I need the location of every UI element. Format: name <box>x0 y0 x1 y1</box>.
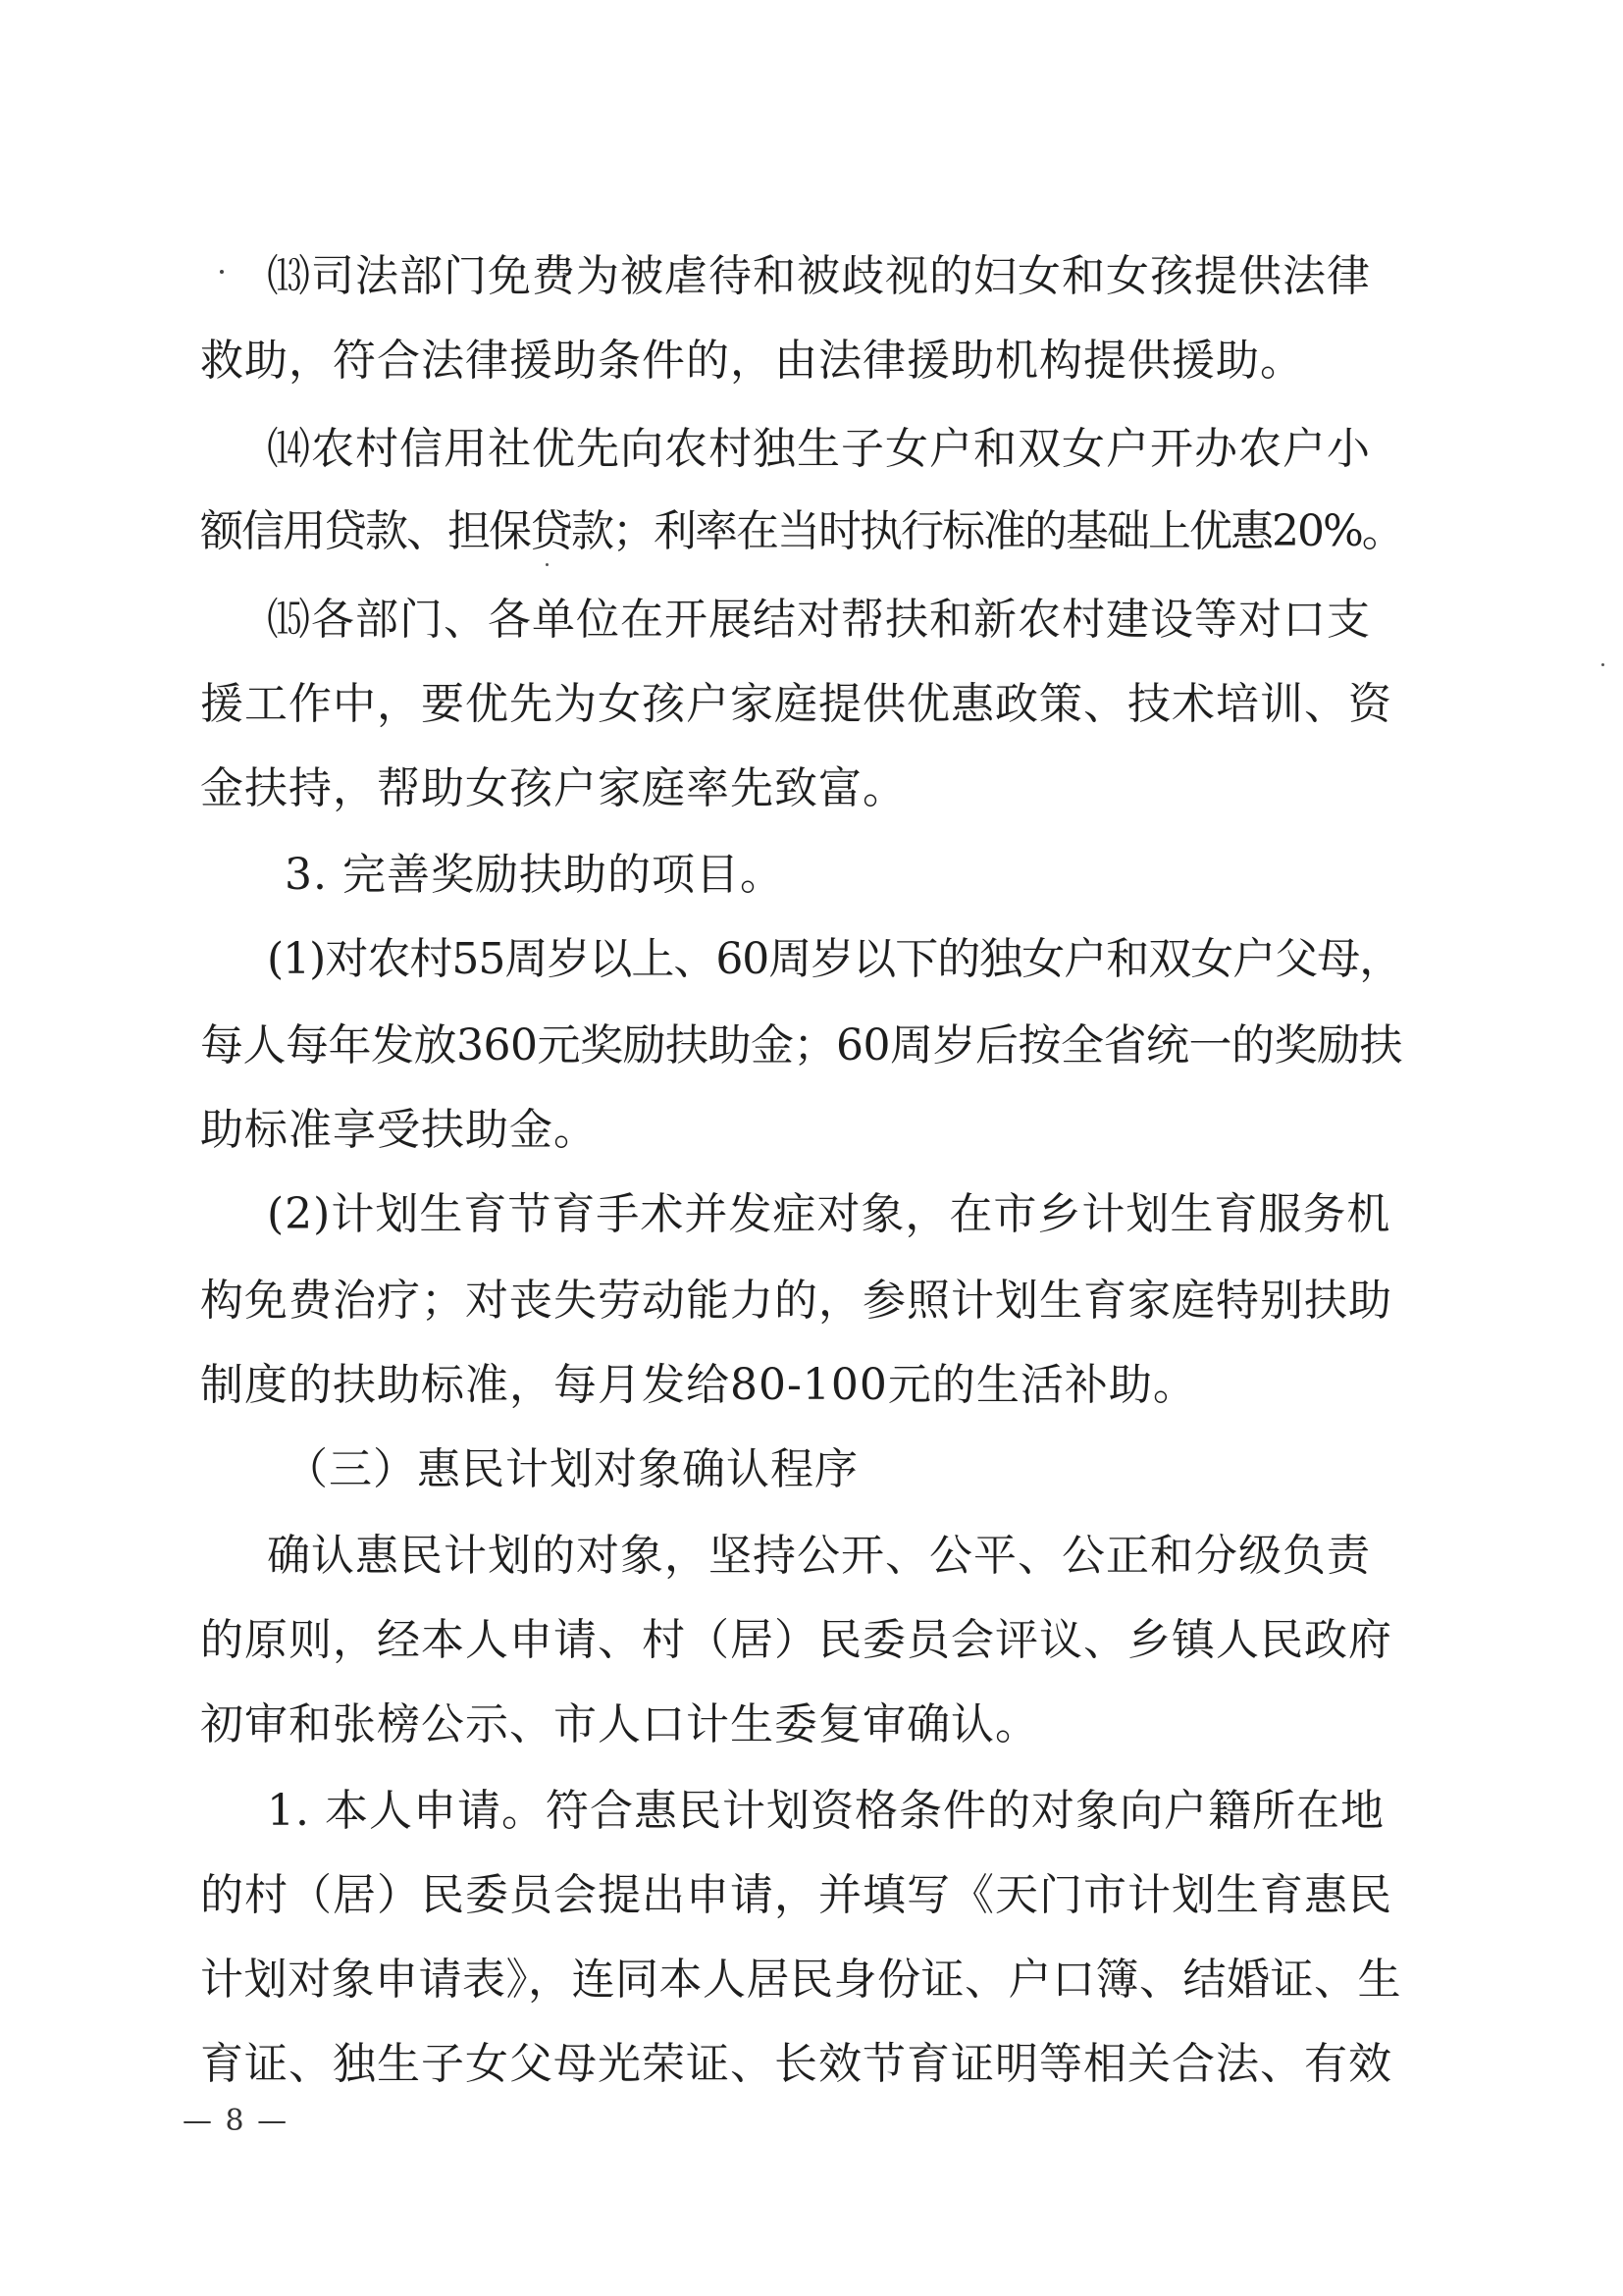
paragraph-14-line-1: ⒁农村信用社优先向农村独生子女户和双女户开办农户小 <box>267 424 1371 474</box>
item-2-line-1: (2)计划生育节育手术并发症对象，在市乡计划生育服务机 <box>267 1189 1391 1239</box>
scan-speck <box>546 563 549 566</box>
apply-paragraph-line-3: 计划对象申请表》，连同本人居民身份证、户口簿、结婚证、生 <box>200 1955 1401 2005</box>
item-1-line-2: 每人每年发放360元奖励扶助金；60周岁后按全省统一的奖励扶 <box>200 1020 1402 1070</box>
section-heading-3: 3. 完善奖励扶助的项目。 <box>285 850 784 900</box>
confirm-paragraph-line-3: 初审和张榜公示、市人口计生委复审确认。 <box>200 1699 1039 1749</box>
item-1-line-1: (1)对农村55周岁以上、60周岁以下的独女户和双女户父母， <box>267 934 1402 984</box>
paragraph-13-line-1: ⒀司法部门免费为被虐待和被歧视的妇女和女孩提供法律 <box>267 251 1371 301</box>
item-2-line-2: 构免费治疗；对丧失劳动能力的，参照计划生育家庭特别扶助 <box>200 1276 1392 1326</box>
item-2-line-3: 制度的扶助标准，每月发给80-100元的生活补助。 <box>200 1360 1197 1410</box>
confirm-paragraph-line-2: 的原则，经本人申请、村（居）民委员会评议、乡镇人民政府 <box>200 1615 1392 1665</box>
apply-paragraph-line-4: 育证、独生子女父母光荣证、长效节育证明等相关合法、有效 <box>200 2039 1392 2089</box>
scan-speck <box>1601 663 1604 666</box>
apply-paragraph-line-2: 的村（居）民委员会提出申请，并填写《天门市计划生育惠民 <box>200 1870 1392 1920</box>
scan-speck <box>220 270 224 274</box>
apply-paragraph-line-1: 1. 本人申请。符合惠民计划资格条件的对象向户籍所在地 <box>267 1786 1385 1836</box>
confirm-paragraph-line-1: 确认惠民计划的对象，坚持公开、公平、公正和分级负责 <box>267 1531 1371 1581</box>
page-number: — 8 — <box>183 2104 289 2138</box>
paragraph-15-line-1: ⒂各部门、各单位在开展结对帮扶和新农村建设等对口支 <box>267 595 1371 645</box>
paragraph-15-line-2: 援工作中，要优先为女孩户家庭提供优惠政策、技术培训、资 <box>200 679 1392 729</box>
item-1-line-3: 助标准享受扶助金。 <box>200 1105 598 1155</box>
paragraph-15-line-3: 金扶持，帮助女孩户家庭率先致富。 <box>200 763 907 813</box>
section-heading-san: （三）惠民计划对象确认程序 <box>285 1444 859 1494</box>
paragraph-13-line-2: 救助，符合法律援助条件的，由法律援助机构提供援助。 <box>200 336 1304 386</box>
paragraph-14-line-2: 额信用贷款、担保贷款；利率在当时执行标准的基础上优惠20%。 <box>200 506 1403 556</box>
